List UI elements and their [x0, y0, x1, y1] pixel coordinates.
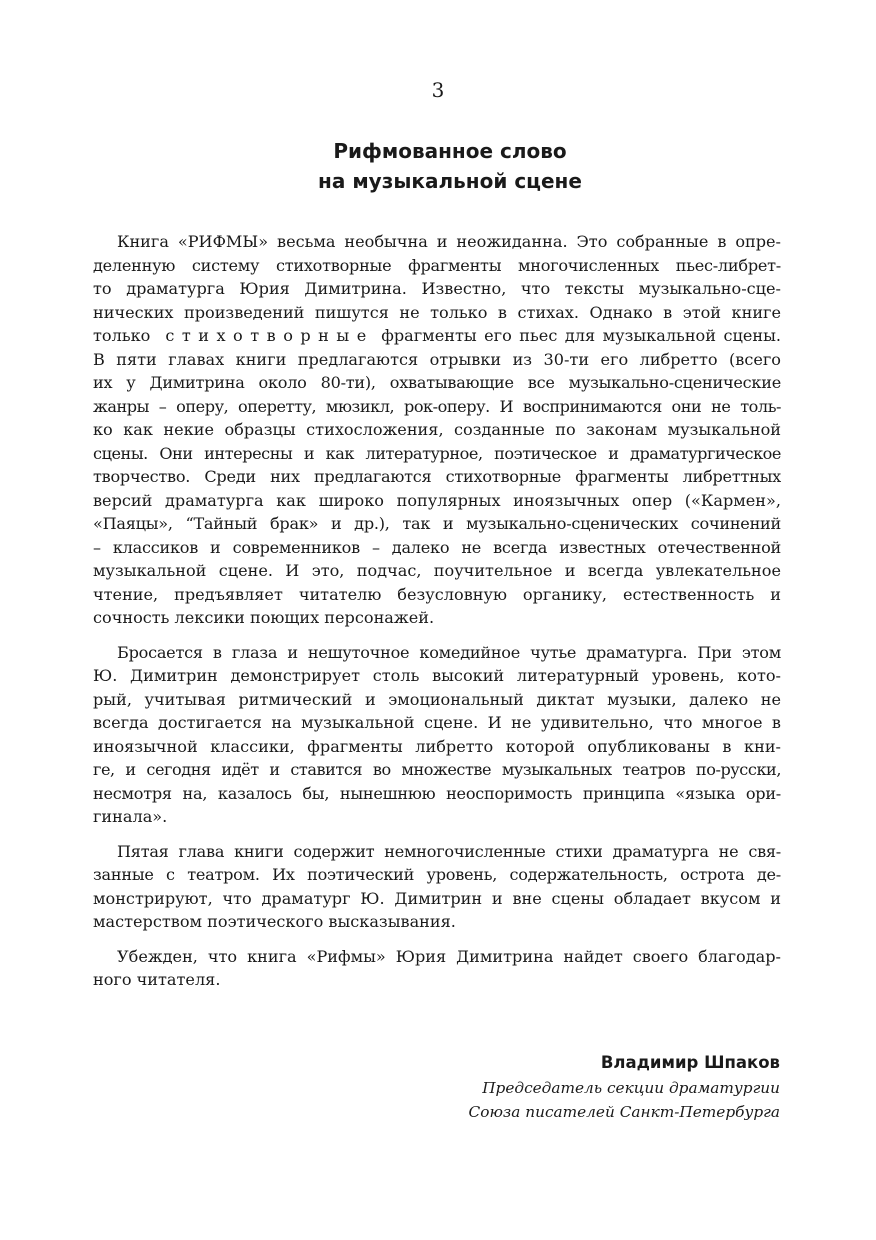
text-line: сцены. Они интересны и как литературное, поэтическое и драматургическое [93, 443, 781, 463]
text-line: иноязычной классики, фрагменты либретто которой опубликованы в кни- [93, 736, 781, 756]
text-line: версий драматурга как широко популярных иноязычных опер («Кармен», [93, 490, 781, 510]
paragraph-2 [93, 641, 781, 829]
text-fragment: фрагменты его пьес для музыкальной сцены. [381, 326, 782, 345]
text-line: сочность лексики поющих персонажей. [93, 608, 435, 627]
text-line: «Паяцы», “Тайный брак» и др.), так и музыкально-сценических сочинений [93, 514, 781, 533]
text-line: всегда достигается на музыкальной сцене. И не удивительно, что многое в [93, 713, 781, 732]
signature-block [469, 1051, 780, 1124]
text-line: творчество. Среди них предлагаются стихотворные фрагменты либреттных [93, 467, 781, 486]
text-line: рый, учитывая ритмический и эмоциональный диктат музыки, далеко не [93, 689, 781, 709]
page-title [0, 136, 876, 196]
text-line: В пяти главах книги предлагаются отрывки из 30-ти его либретто (всего [93, 349, 781, 369]
paragraph-3 [93, 840, 781, 934]
text-line: чтение, предъявляет читателю безусловную органику, естественность и [93, 584, 781, 604]
text-line: Пятая глава книги содержит немногочисленные стихи драматурга не свя- [117, 841, 781, 861]
text-line: ге, и сегодня идёт и ставится во множестве музыкальных театров по-русски, [93, 760, 781, 779]
paragraph-1 [93, 230, 781, 630]
text-line: гинала». [93, 807, 168, 826]
text-line: Книга «РИФМЫ» весьма необычна и неожиданна. Это собранные в опре- [117, 232, 781, 251]
text-line: деленную систему стихотворные фрагменты многочисленных пьес-либрет- [93, 255, 781, 275]
author-role-line-1: Председатель секции драматургии [482, 1079, 780, 1097]
text-line: монстрируют, что драматург Ю. Димитрин и вне сцены обладает вкусом и [93, 888, 781, 908]
text-fragment: только [93, 326, 151, 345]
title-line-1: Рифмованное слово [333, 139, 567, 163]
text-line: нических произведений пишутся не только в стихах. Однако в этой книге [93, 302, 781, 322]
text-line [93, 324, 781, 348]
text-line: жанры – оперу, оперетту, мюзикл, рок-оперу. И воспринимаются они не толь- [93, 396, 781, 416]
text-line: ного читателя. [93, 970, 221, 989]
text-line: Убежден, что книга «Рифмы» Юрия Димитрина найдет своего благодар- [117, 946, 781, 966]
text-line: – классиков и современников – далеко не всегда известных отечественной [93, 537, 781, 557]
text-line: несмотря на, казалось бы, нынешнюю неоспоримость принципа «языка ори- [93, 783, 781, 803]
title-line-2: на музыкальной сцене [318, 169, 582, 193]
author-name: Владимир Шпаков [600, 1053, 780, 1072]
text-line: Ю. Димитрин демонстрирует столь высокий литературный уровень, кото- [93, 666, 781, 685]
text-line: мастерством поэтического высказывания. [93, 912, 456, 931]
text-line: ко как некие образцы стихосложения, созданные по законам музыкальной [93, 420, 781, 439]
text-line: их у Димитрина около 80-ти), охватывающие все музыкально-сценические [93, 373, 781, 392]
text-line: то драматурга Юрия Димитрина. Известно, что тексты музыкально-сце- [93, 279, 781, 298]
text-fragment-spaced: с т и х о т в о р н ы е [165, 326, 367, 345]
text-line: музыкальной сцене. И это, подчас, поучительное и всегда увлекательное [93, 561, 781, 580]
body-text [93, 230, 781, 1003]
page-number: 3 [431, 78, 445, 102]
paragraph-4 [93, 945, 781, 992]
text-line: Бросается в глаза и нешуточное комедийное чутье драматурга. При этом [117, 642, 781, 662]
text-line: занные с театром. Их поэтический уровень, содержательность, острота де- [93, 865, 781, 884]
author-role-line-2: Союза писателей Санкт-Петербурга [468, 1103, 780, 1121]
